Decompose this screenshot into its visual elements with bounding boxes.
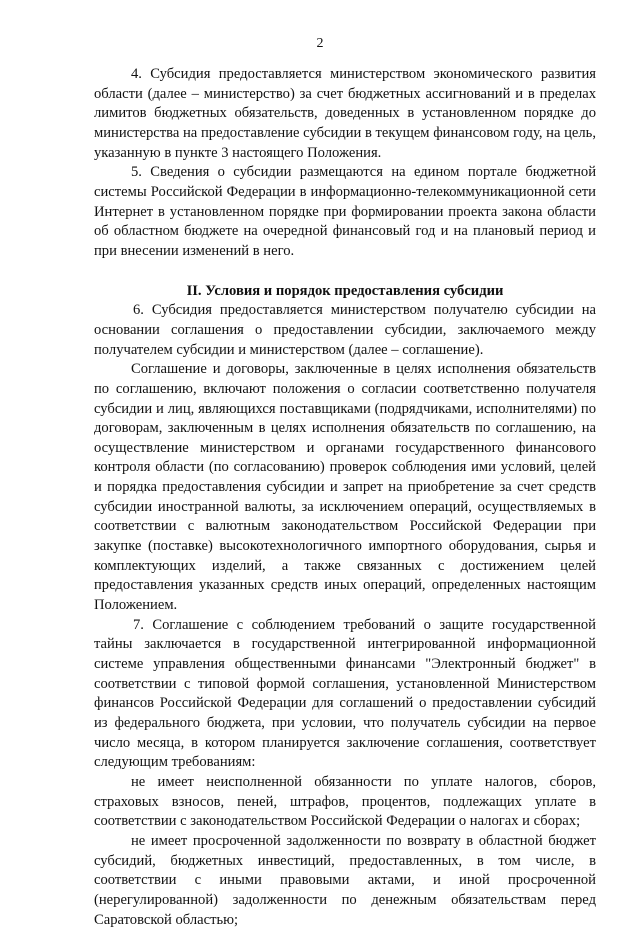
paragraph-item-5: 5. Сведения о субсидии размещаются на едином портале бюджетной системы Российской Федерации в информационно-телекоммуникационной сети Интернет в установленном порядке при формировании проекта закона области об областном бюджете на очередной финансовый год и на плановый период и при внесении изменений в него. [94, 164, 596, 259]
document-body [94, 65, 596, 930]
requirement-no-tax-debt: не имеет неисполненной обязанности по уплате налогов, сборов, страховых взносов, пеней, штрафов, процентов, подлежащих уплате в соответствии с законодательством Российской Федерации о налогах и сборах; [94, 773, 596, 830]
section-heading: II. Условия и порядок предоставления субсидии [186, 282, 504, 299]
page-number: 2 [316, 36, 324, 51]
requirement-no-overdue-debt: не имеет просроченной задолженности по возврату в областной бюджет субсидий, бюджетных инвестиций, предоставленных, в том числе, в соответствии с иными правовыми актами, и иной просроченной (нерегулированной) задолженности по денежным обязательствам перед Саратовской областью; [94, 832, 596, 928]
paragraph-item-4: 4. Субсидия предоставляется министерством экономического развития области (далее – министерство) за счет бюджетных ассигнований и в пределах лимитов бюджетных обязательств, доведенных в установленном порядке до министерства на предоставление субсидии в текущем финансовом году, на цель, указанную в пункте 3 настоящего Положения. [94, 66, 596, 161]
paragraph-item-7: 7. Соглашение с соблюдением требований о защите государственной тайны заключается в государственной интегрированной информационной системе управления общественными финансами "Электронный бюджет" в соответствии с типовой формой соглашения, установленной Министерством финансов Российской Федерации для соглашений о предоставлении субсидий из федерального бюджета, при условии, что получатель субсидии на первое число месяца, в котором планируется заключение соглашения, соответствует следующим требованиям: [94, 616, 596, 771]
paragraph-agreement-terms: Соглашение и договоры, заключенные в целях исполнения обязательств по соглашению, включают положения о согласии соответственно получателя субсидии и лиц, являющихся поставщиками (подрядчиками, исполнителями) по договорам, заключенным в целях исполнения обязательств по соглашению, на осуществление министерством и органами государственного финансового контроля области (по согласованию) проверок соблюдения ими условий, целей и порядка предоставления субсидии и запрет на приобретение за счет средств субсидии иностранной валюты, за исключением операций, осуществляемых в соответствии с валютным законодательством Российской Федерации при закупке (поставке) высокотехнологичного импортного оборудования, сырья и комплектующих изделий, а также связанных с достижением целей предоставления указанных средств иных операций, определенных настоящим Положением. [94, 361, 596, 614]
paragraph-item-6: 6. Субсидия предоставляется министерством получателю субсидии на основании соглашения о предоставлении субсидии, заключаемого между получателем субсидии и министерством (далее – соглашение). [94, 302, 596, 358]
